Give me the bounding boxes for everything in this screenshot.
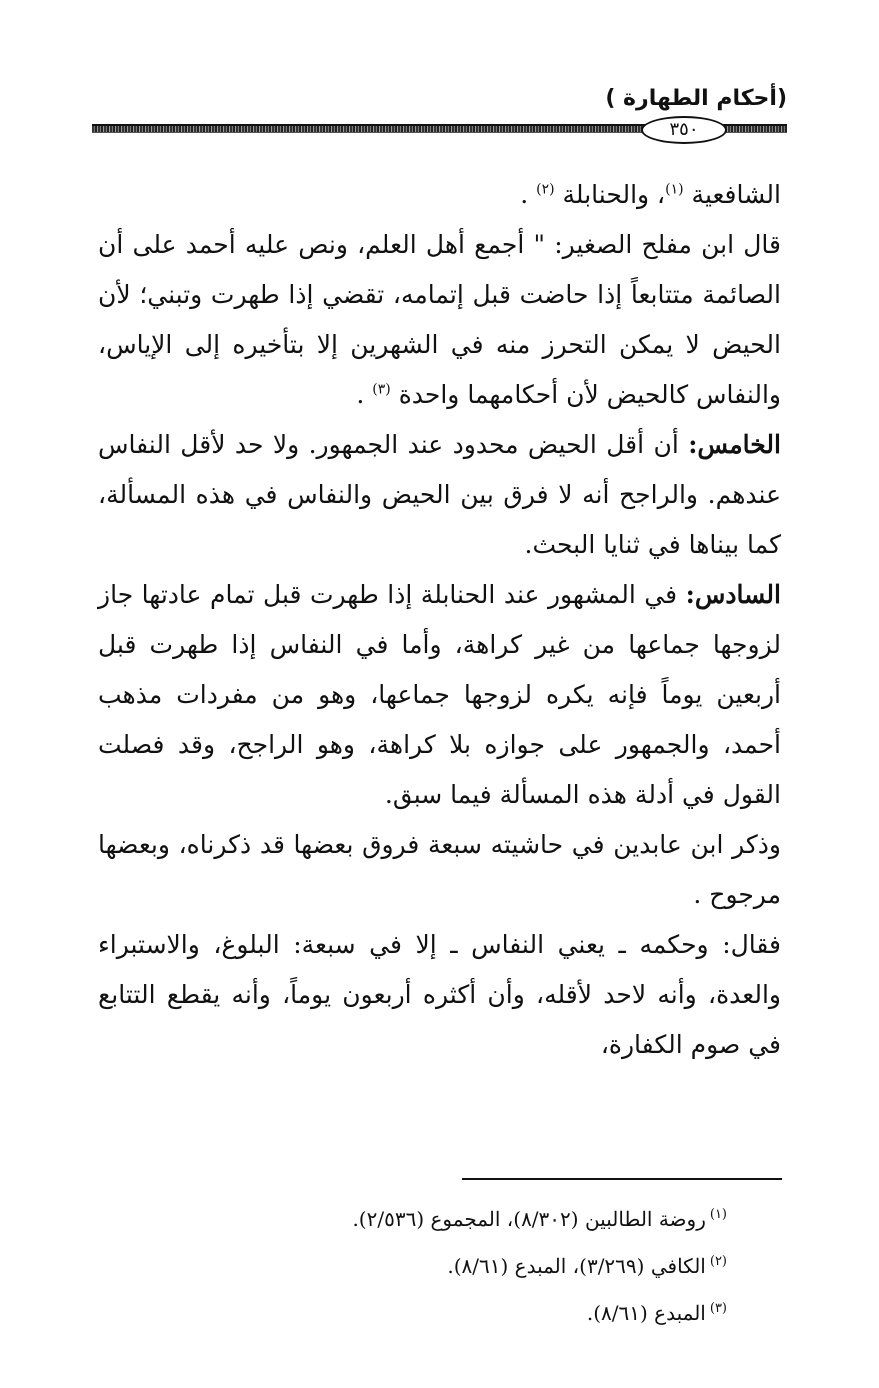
quote-text: قال ابن مفلح الصغير: " أجمع أهل العلم، ونص عليه أحمد على أن الصائمة متتابعاً إذا حاضت قبل إتمامه، تقضي إذا طهرت وتبني؛ لأن الحيض لا يمكن التحرز منه في الشهرين إلا بتأخيره إلى الإياس، والنفاس كالحيض لأن أحكامهما واحدة: [98, 230, 781, 409]
footnote-3: [92, 1290, 727, 1337]
footnotes: [92, 1196, 727, 1337]
footnote-text: روضة الطالبين (٨/٣٠٢)، المجموع (٢/٥٣٦).: [352, 1207, 706, 1231]
footnote-number: (٢): [709, 1254, 727, 1270]
paragraph-text: الشافعية: [691, 180, 781, 209]
footnote-ref-2: (٢): [536, 181, 555, 198]
paragraph-2: [98, 220, 781, 420]
paragraph-6: [98, 920, 781, 1070]
footnote-ref-1: (١): [665, 181, 684, 198]
paragraph-text: .: [356, 380, 373, 409]
footnote-text: المبدع (٨/٦١).: [586, 1301, 706, 1325]
paragraph-text: أن أقل الحيض محدود عند الجمهور. ولا حد لأقل النفاس عندهم. والراجح أنه لا فرق بين الحيض والنفاس في هذه المسألة، كما بيناها في ثنايا البحث.: [98, 430, 781, 559]
page-number: ٣٥٠: [641, 116, 727, 144]
footnote-divider: [462, 1178, 782, 1180]
paragraph-1: [98, 170, 781, 220]
paragraph-4: [98, 570, 781, 820]
section-lead-fifth: الخامس:: [688, 430, 781, 459]
paragraph-text: .: [520, 180, 537, 209]
footnote-ref-3: (٣): [372, 381, 391, 398]
footnote-number: (١): [709, 1207, 727, 1223]
footnote-1: [92, 1196, 727, 1243]
paragraph-3: [98, 420, 781, 570]
paragraph-text: فقال: وحكمه ـ يعني النفاس ـ إلا في سبعة: البلوغ، والاستبراء والعدة، وأنه لاحد لأقله، وأن أكثره أربعون يوماً، وأنه يقطع التتابع في صوم الكفارة،: [98, 930, 781, 1059]
footnote-2: [92, 1243, 727, 1290]
header-rule: [92, 116, 787, 140]
main-text: [98, 170, 781, 1070]
paragraph-text: في المشهور عند الحنابلة إذا طهرت قبل تمام عادتها جاز لزوجها جماعها من غير كراهة، وأما في النفاس إذا طهرت قبل أربعين يوماً فإنه يكره لزوجها جماعها، وهو من مفردات مذهب أحمد، والجمهور على جوازه بلا كراهة، وهو الراجح، وقد فصلت القول في أدلة هذه المسألة فيما سبق.: [98, 580, 781, 809]
section-lead-sixth: السادس:: [685, 580, 781, 609]
running-title: (أحكام الطهارة ): [605, 86, 787, 111]
paragraph-text: وذكر ابن عابدين في حاشيته سبعة فروق بعضها قد ذكرناه، وبعضها مرجوح .: [98, 830, 781, 909]
running-header: [92, 84, 787, 114]
paragraph-5: [98, 820, 781, 920]
footnote-number: (٣): [709, 1301, 727, 1317]
paragraph-text: ، والحنابلة: [562, 180, 666, 209]
footnote-text: الكافي (٣/٢٦٩)، المبدع (٨/٦١).: [447, 1254, 706, 1278]
